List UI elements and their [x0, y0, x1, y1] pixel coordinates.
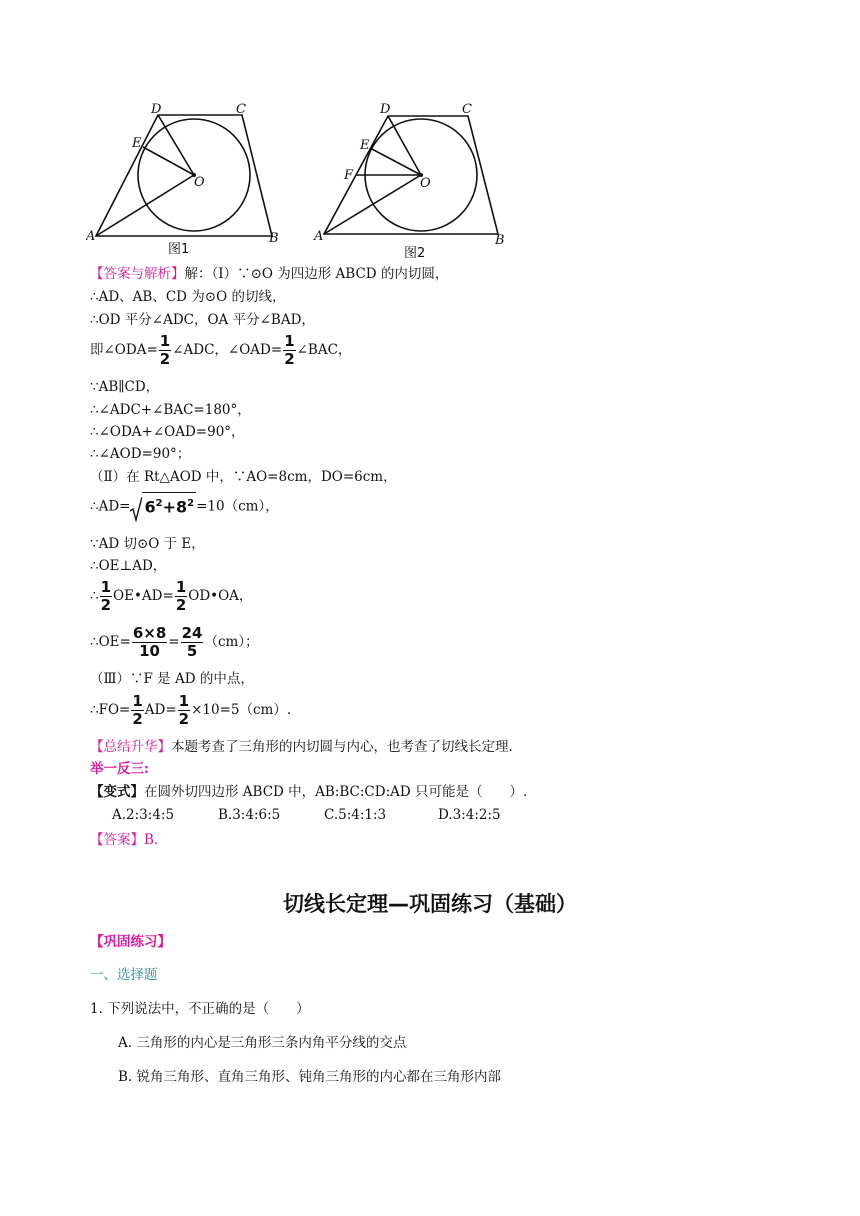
fig2-label-b: B: [495, 233, 505, 248]
fraction-denominator: 5: [186, 642, 198, 660]
fig1-label-b: B: [269, 231, 279, 246]
fraction-numerator: 1: [100, 578, 112, 596]
fig2-label-o: O: [420, 176, 431, 191]
solution-line-9: （Ⅱ）在 Rt△AOD 中，∵AO=8cm，DO=6cm，: [90, 469, 397, 485]
fig2-label-a: A: [314, 229, 324, 244]
variant-question-text: 在圆外切四边形 ABCD 中，AB:BC:CD:AD 只可能是（ ）.: [144, 784, 528, 800]
fraction-half: [100, 579, 112, 614]
fraction-denominator: 2: [100, 596, 112, 614]
fraction-half: [131, 693, 143, 728]
radicand: [142, 492, 196, 516]
solution-line-11: ∵AD 切⊙O 于 E，: [90, 536, 205, 552]
solution-line-15: （Ⅲ）∵F 是 AD 的中点，: [90, 671, 254, 687]
summary-tag: 【总结升华】: [90, 739, 171, 755]
fraction-numerator: 1: [178, 692, 190, 710]
radicand-term-2: 8: [176, 497, 188, 517]
solution-line-16: [90, 693, 291, 728]
fig1-segment-oa: [96, 175, 194, 236]
fig1-label-c: C: [236, 102, 246, 117]
solution-line-13: [90, 579, 252, 614]
radical-sign-icon: [130, 496, 142, 522]
fig1-caption: 图1: [168, 242, 190, 257]
fig1-trapezoid: [96, 115, 272, 236]
fraction-denominator: 10: [139, 642, 160, 660]
solution-text-14b: （cm）；: [204, 634, 259, 650]
solution-text-4b: ∠ADC，∠OAD=: [172, 342, 283, 358]
solution-line-3: ∴OD 平分∠ADC，OA 平分∠BAD，: [90, 312, 315, 328]
fraction-oe-1: [132, 625, 167, 660]
fraction-denominator: 2: [284, 350, 295, 368]
solution-text-10a: ∴AD=: [90, 498, 131, 515]
variant-tag: 【变式】: [90, 784, 144, 800]
section-title: 切线长定理—巩固练习（基础）: [283, 892, 577, 916]
fraction-half: [159, 333, 171, 368]
fraction-denominator: 2: [175, 596, 187, 614]
solution-line-5: ∵AB∥CD，: [90, 379, 160, 395]
fig1-label-o: O: [194, 175, 205, 190]
option-b: B.3:4:6:5: [218, 807, 281, 823]
practice-tag: 【巩固练习】: [90, 934, 171, 950]
solution-line-4: [90, 333, 351, 368]
fig2-segment-oa: [324, 175, 421, 234]
variant-answer-tag: 【答案】: [90, 832, 144, 848]
solution-text-13c: OD•OA，: [188, 588, 253, 604]
option-c: C.5:4:1:3: [324, 807, 387, 823]
solution-text-16c: ×10=5（cm）.: [191, 702, 292, 718]
radicand-term-1: 6: [144, 497, 156, 517]
solution-line-8: ∴∠AOD=90°；: [90, 446, 191, 462]
fraction-half: [178, 693, 190, 728]
fig1-label-d: D: [151, 102, 162, 117]
question-1-option-a: A. 三角形的内心是三角形三条内角平分线的交点: [118, 1035, 407, 1051]
solution-line-2: ∴AD、AB、CD 为⊙O 的切线，: [90, 289, 286, 305]
answer-analysis-tag: 【答案与解析】: [90, 266, 185, 282]
solution-line-7: ∴∠ODA+∠OAD=90°，: [90, 424, 245, 440]
square-root: [130, 492, 196, 522]
solution-text-16b: AD=: [144, 702, 177, 718]
solution-text-1: 解：（Ⅰ）∵⊙O 为四边形 ABCD 的内切圆，: [184, 266, 449, 282]
solution-text-16a: ∴FO=: [90, 702, 131, 718]
fig2-label-c: C: [462, 102, 472, 117]
solution-line-1: [90, 265, 448, 283]
fraction-denominator: 2: [132, 710, 143, 728]
solution-text-4c: ∠BAC，: [296, 342, 352, 358]
solution-text-14a: ∴OE=: [90, 634, 131, 650]
variant-question: [90, 783, 527, 801]
solution-text-13b: OE•AD=: [113, 588, 174, 604]
solution-text-13a: ∴: [90, 588, 99, 604]
question-1: 1. 下列说法中，不正确的是（ ）: [90, 1001, 310, 1017]
fraction-numerator: 1: [132, 692, 143, 710]
variant-answer: [90, 831, 158, 849]
part-heading: 一、选择题: [90, 967, 158, 983]
fraction-numerator: 1: [175, 578, 187, 596]
fig2-label-f: F: [344, 168, 354, 183]
solution-line-10: [90, 492, 279, 522]
fraction-denominator: 2: [178, 710, 190, 728]
equals-sign: =: [168, 634, 180, 650]
solution-text-4a: 即∠ODA=: [90, 342, 158, 358]
fig2-label-d: D: [380, 102, 391, 117]
variant-options: [112, 806, 501, 824]
fraction-numerator: 24: [181, 624, 203, 642]
fraction-numerator: 6×8: [132, 624, 167, 642]
exponent: 2: [187, 498, 195, 509]
summary-text: 本题考查了三角形的内切圆与内心，也考查了切线长定理.: [171, 739, 513, 755]
fig2-caption: 图2: [404, 246, 426, 258]
option-d: D.3:4:2:5: [438, 807, 501, 823]
fig1-label-a: A: [86, 229, 96, 244]
variant-answer-value: B.: [144, 832, 159, 848]
solution-text-10b: =10（cm），: [196, 498, 279, 515]
fraction-denominator: 2: [159, 350, 171, 368]
solution-line-12: ∴OE⊥AD，: [90, 558, 167, 574]
option-a: A.2:3:4:5: [112, 807, 175, 823]
fraction-half: [283, 333, 295, 368]
exponent: 2: [155, 498, 163, 509]
figure-2: [312, 98, 522, 258]
fig1-label-e: E: [132, 136, 142, 151]
plus-sign: +: [162, 497, 176, 517]
summary-line: [90, 738, 513, 756]
fraction-oe-2: [181, 625, 204, 660]
variant-heading: 举一反三:: [90, 761, 149, 777]
fraction-numerator: 1: [159, 332, 171, 350]
fig2-label-e: E: [360, 138, 370, 153]
figure-1: [86, 98, 296, 258]
fraction-half: [175, 579, 187, 614]
question-1-option-b: B. 锐角三角形、直角三角形、钝角三角形的内心都在三角形内部: [118, 1069, 502, 1085]
solution-line-6: ∴∠ADC+∠BAC=180°，: [90, 402, 251, 418]
fraction-numerator: 1: [284, 332, 295, 350]
solution-line-14: [90, 625, 259, 660]
